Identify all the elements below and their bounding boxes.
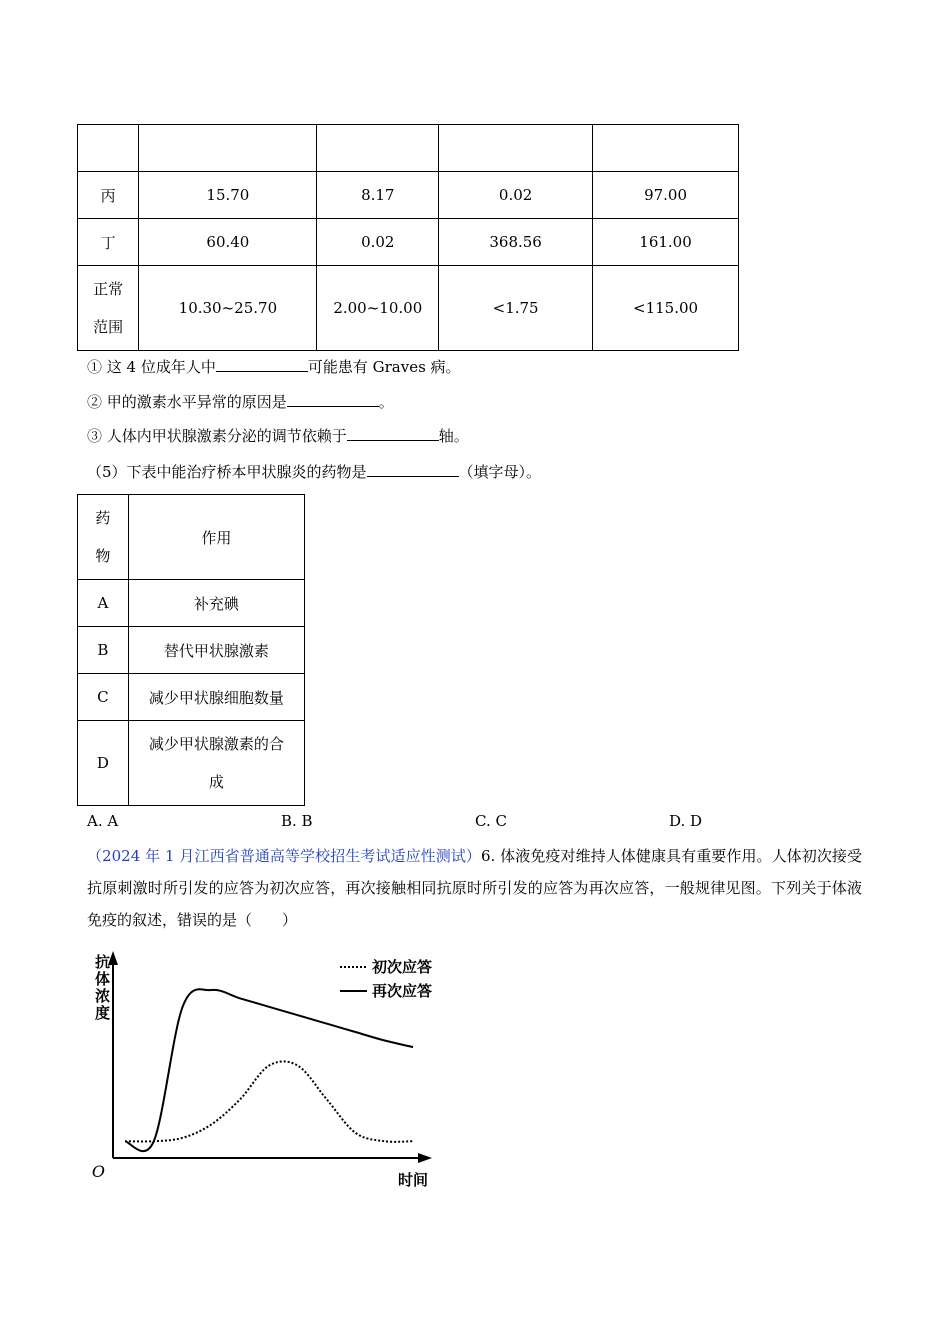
header-cell (439, 125, 593, 172)
legend-label: 再次应答 (372, 982, 433, 1000)
x-axis-label: 时间 (398, 1171, 429, 1189)
header-cell (78, 495, 129, 580)
question-line-2 (87, 391, 394, 413)
question-6 (87, 840, 862, 936)
table-row (78, 627, 305, 674)
question-line-3 (87, 425, 469, 447)
chart-legend (340, 958, 432, 1000)
drug-effect: 补充碘 (128, 580, 304, 627)
option-d[interactable]: D. D (669, 812, 703, 830)
drug-table (77, 494, 305, 806)
row-label: 丙 (78, 172, 139, 219)
y-axis-label-text: 抗体浓度 (95, 953, 111, 1022)
question-source: （2024 年 1 月江西省普通高等学校招生考试适应性测试） (87, 847, 482, 865)
table-row (78, 266, 739, 351)
table-cell: 10.30~25.70 (139, 266, 317, 351)
table-row (78, 172, 739, 219)
table-cell: <1.75 (439, 266, 593, 351)
question-text: ① 这 4 位成年人中 (87, 358, 216, 376)
drug-effect-line: 减少甲状腺激素的合 (148, 735, 284, 753)
row-label-line: 正常 (93, 280, 124, 298)
hormone-level-table (77, 124, 739, 351)
drug-letter: A (78, 580, 129, 627)
table-row (78, 721, 305, 806)
answer-blank (287, 392, 379, 407)
table-row (78, 219, 739, 266)
row-label: 丁 (78, 219, 139, 266)
question-line-1 (87, 356, 461, 378)
table-header-row (78, 125, 739, 172)
antibody-response-chart (80, 945, 460, 1195)
table-cell: 0.02 (439, 172, 593, 219)
drug-effect: 替代甲状腺激素 (128, 627, 304, 674)
header-cell (593, 125, 739, 172)
question-text: 可能患有 Graves 病。 (307, 358, 461, 376)
table-cell: 8.17 (317, 172, 439, 219)
series-line-secondary-response (125, 989, 413, 1151)
option-c[interactable]: C. C (475, 812, 507, 830)
question-text: ③ 人体内甲状腺激素分泌的调节依赖于 (87, 427, 347, 445)
y-axis-label (95, 953, 110, 1022)
option-b[interactable]: B. B (281, 812, 313, 830)
table-row (78, 580, 305, 627)
question-6-paragraph (87, 840, 862, 936)
table-cell: <115.00 (593, 266, 739, 351)
drug-effect: 减少甲状腺细胞数量 (128, 674, 304, 721)
answer-blank (347, 426, 439, 441)
origin-label: O (91, 1162, 105, 1181)
header-cell (317, 125, 439, 172)
table-row (78, 674, 305, 721)
chart-series (125, 989, 413, 1151)
row-label-line: 范围 (93, 318, 124, 336)
question-6-text: 6. 体液免疫对维持人体健康具有重要作用。人体初次接受抗原刺激时所引发的应答为初次应答，再次接触相同抗原时所引发的应答为再次应答，一般规律见图。下列关于体液免疫的叙述，错误的是（ ） (87, 847, 862, 929)
question-text: 轴。 (438, 427, 469, 445)
header-cell: 作用 (128, 495, 304, 580)
drug-effect-line: 成 (208, 773, 224, 791)
legend-label: 初次应答 (372, 958, 433, 976)
table-header-row (78, 495, 305, 580)
question-text: （填字母）。 (458, 463, 542, 481)
table-cell: 60.40 (139, 219, 317, 266)
header-cell (78, 125, 139, 172)
question-text: （5）下表中能治疗桥本甲状腺炎的药物是 (87, 463, 367, 481)
drug-letter: B (78, 627, 129, 674)
table-cell: 97.00 (593, 172, 739, 219)
drug-letter: C (78, 674, 129, 721)
question-text: 。 (378, 393, 394, 411)
table-cell: 0.02 (317, 219, 439, 266)
x-axis-arrow (418, 1153, 432, 1163)
option-a[interactable]: A. A (87, 812, 119, 830)
row-label (78, 266, 139, 351)
table-cell: 368.56 (439, 219, 593, 266)
answer-blank (216, 357, 308, 372)
drug-effect (128, 721, 304, 806)
answer-blank (367, 462, 459, 477)
table-cell: 2.00~10.00 (317, 266, 439, 351)
drug-letter: D (78, 721, 129, 806)
header-line: 药 (95, 509, 111, 527)
header-line: 物 (95, 547, 111, 565)
table-cell: 161.00 (593, 219, 739, 266)
question-line-5 (87, 461, 541, 483)
header-cell (139, 125, 317, 172)
question-text: ② 甲的激素水平异常的原因是 (87, 393, 287, 411)
table-cell: 15.70 (139, 172, 317, 219)
